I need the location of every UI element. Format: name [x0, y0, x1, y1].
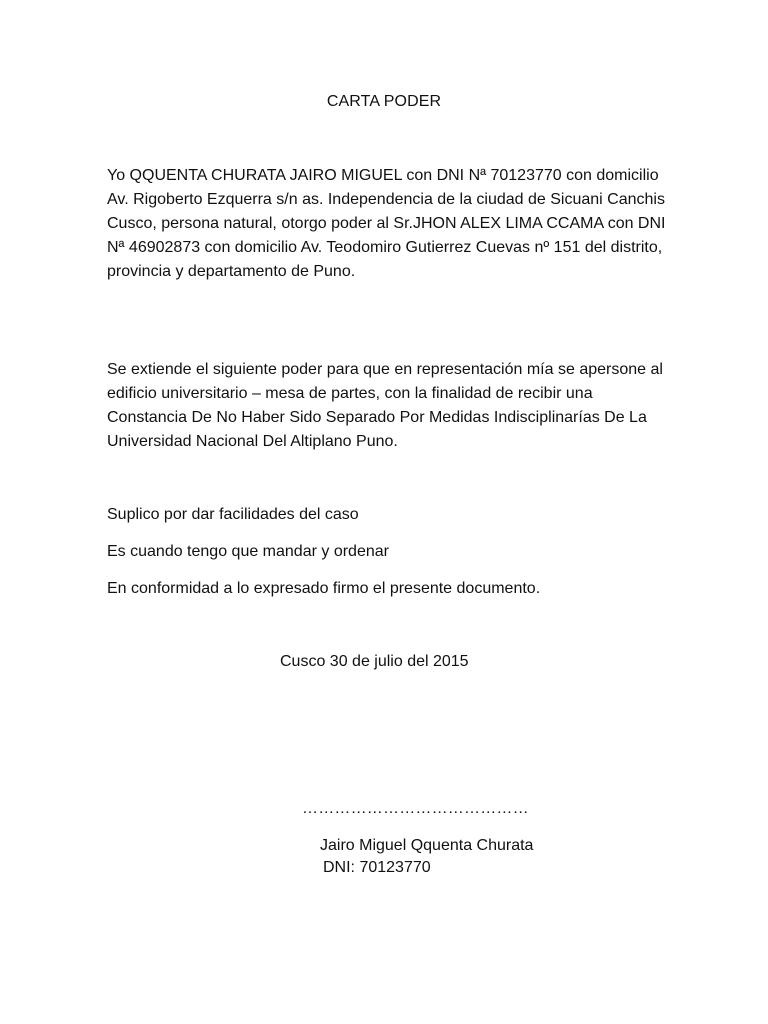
paragraph-grant-of-power: Yo QQUENTA CHURATA JAIRO MIGUEL con DNI Nª 70123770 con domicilio Av. Rigoberto Ezquerra s/n as. Independencia de la ciudad de Sicuani Canchis Cusco, persona natural, otorgo poder al Sr.JHON ALEX LIMA CCAMA con DNI Nª 46902873 con domicilio Av. Teodomiro Gutierrez Cuevas nº 151 del distrito, provincia y departamento de Puno. — [107, 167, 666, 280]
signer-dni: DNI: 70123770 — [323, 859, 431, 876]
closing-line-2: Es cuando tengo que mandar y ordenar — [107, 543, 389, 560]
document-title: CARTA PODER — [326, 93, 442, 110]
paragraph-purpose: Se extiende el siguiente poder para que en representación mía se apersone al edificio universitario – mesa de partes, con la finalidad de recibir una Constancia De No Haber Sido Separado Por Medidas Indisciplinarías De La Universidad Nacional Del Altiplano Puno. — [107, 361, 663, 450]
signature-line: …………………………………… — [302, 800, 529, 817]
closing-line-1: Suplico por dar facilidades del caso — [107, 506, 359, 523]
closing-line-3: En conformidad a lo expresado firmo el presente documento. — [107, 580, 541, 597]
document-date: Cusco 30 de julio del 2015 — [280, 653, 469, 670]
signer-name: Jairo Miguel Qquenta Churata — [320, 837, 534, 854]
